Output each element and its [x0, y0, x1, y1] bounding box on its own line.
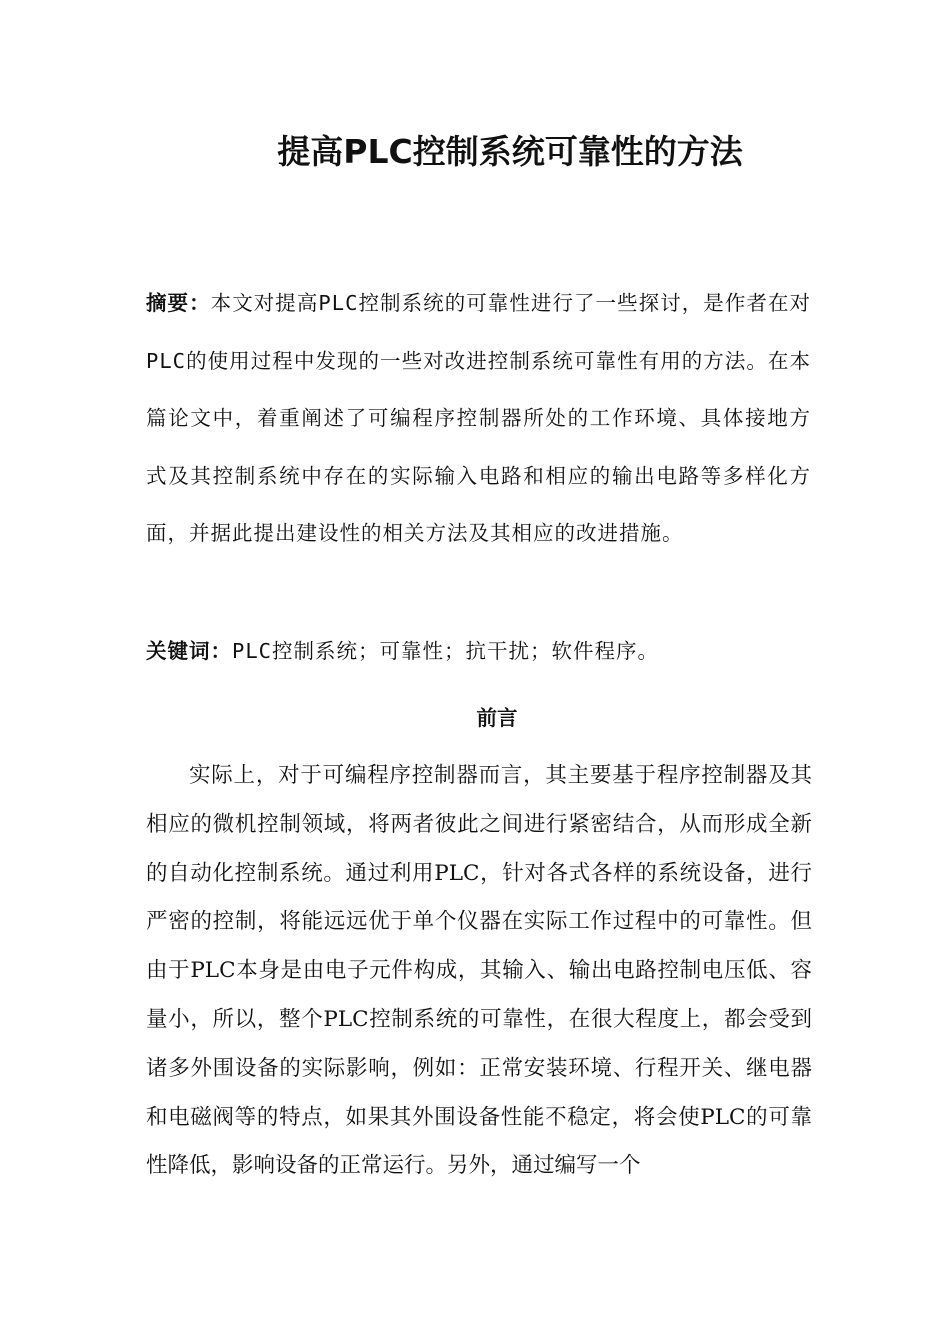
abstract-label: 摘要： — [146, 291, 211, 315]
keywords-paragraph — [146, 627, 811, 675]
section-heading-preface: 前言 — [476, 706, 518, 730]
keywords-text: PLC控制系统；可靠性；抗干扰；软件程序。 — [232, 639, 660, 663]
abstract-text: 本文对提高PLC控制系统的可靠性进行了一些探讨，是作者在对PLC的使用过程中发现的一些对改进控制系统可靠性有用的方法。在本篇论文中，着重阐述了可编程序控制器所处的工作环境、具体接地方式及其控制系统中存在的实际输入电路和相应的输出电路等多样化方面，并据此提出建设性的相关方法及其相应的改进措施。 — [146, 291, 811, 545]
abstract-paragraph — [146, 275, 811, 563]
keywords-label: 关键词： — [146, 639, 232, 663]
document-title: 提高PLC控制系统可靠性的方法 — [277, 132, 743, 171]
preface-paragraph: 实际上，对于可编程序控制器而言，其主要基于程序控制器及其相应的微机控制领域，将两者彼此之间进行紧密结合，从而形成全新的自动化控制系统。通过利用PLC，针对各式各样的系统设备，进行严密的控制，将能远远优于单个仪器在实际工作过程中的可靠性。但由于PLC本身是由电子元件构成，其输入、输出电路控制电压低、容量小，所以，整个PLC控制系统的可靠性，在很大程度上，都会受到诸多外围设备的实际影响，例如：正常安装环境、行程开关、继电器和电磁阀等的特点，如果其外围设备性能不稳定，将会使PLC的可靠性降低，影响设备的正常运行。另外，通过编写一个 — [146, 763, 812, 1179]
